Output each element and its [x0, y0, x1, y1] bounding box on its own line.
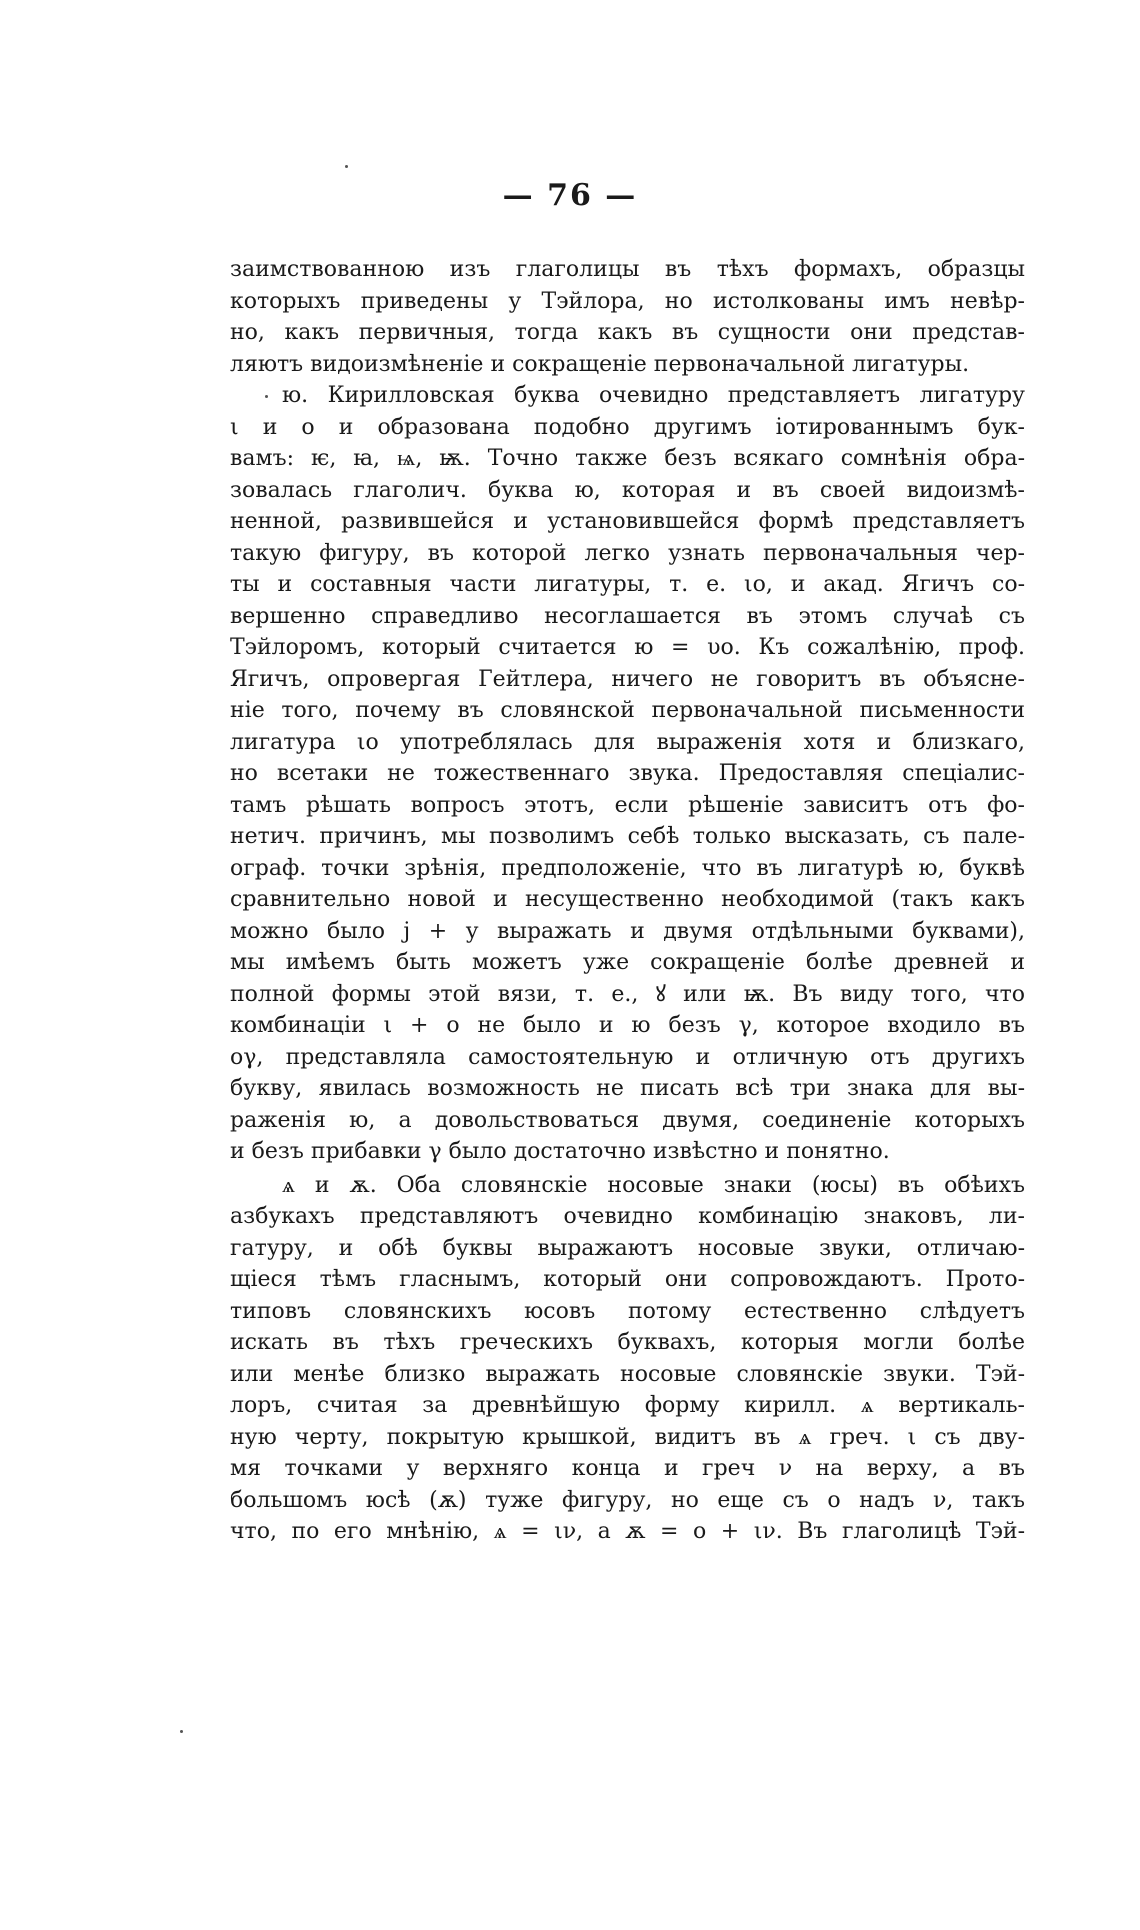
- text-line: тамъ рѣшать вопросъ этотъ, если рѣшеніе зависитъ отъ фо-: [230, 792, 1025, 818]
- paragraph-3: [230, 1170, 1025, 1548]
- text-line: лигатура ιο употреблялась для выраженія хотя и близкаго,: [230, 729, 1025, 755]
- text-line: типовъ словянскихъ юсовъ потому естественно слѣдуетъ: [230, 1298, 1025, 1324]
- text-line: можно было j + у выражать и двумя отдѣльными буквами),: [230, 918, 1025, 944]
- text-line: и безъ прибавки γ было достаточно извѣстно и понятно.: [230, 1139, 890, 1164]
- text-line: комбинаціи ι + ο не было и ю безъ γ, которое входило въ: [230, 1013, 1025, 1038]
- text-line: сравнительно новой и несущественно необходимой (такъ какъ: [230, 887, 1025, 912]
- text-line: букву, явилась возможность не писать всѣ три знака для вы-: [230, 1076, 1025, 1101]
- body-text: [230, 254, 1025, 1548]
- text-line: но, какъ первичныя, тогда какъ въ сущности они представ-: [230, 320, 1025, 345]
- text-line: нетич. причинъ, мы позволимъ себѣ только высказать, съ пале-: [230, 824, 1025, 849]
- paper-speck: [180, 1730, 183, 1733]
- text-line: искать въ тѣхъ греческихъ буквахъ, которыя могли болѣе: [230, 1330, 1025, 1355]
- text-line: щіеся тѣмъ гласнымъ, который они сопровождаютъ. Прото-: [230, 1267, 1025, 1292]
- text-line: оγ, представляла самостоятельную и отличную отъ другихъ: [230, 1044, 1025, 1070]
- paper-speck: [265, 395, 268, 398]
- text-line: вершенно справедливо несоглашается въ этомъ случаѣ съ: [230, 603, 1025, 629]
- text-line: лоръ, считая за древнѣйшую форму кирилл. ѧ вертикаль-: [230, 1393, 1025, 1418]
- text-line: ніе того, почему въ словянской первоначальной письменности: [230, 698, 1025, 723]
- text-line: ι и ο и образована подобно другимъ іотированнымъ бук-: [230, 414, 1025, 440]
- text-line: ляютъ видоизмѣненіе и сокращеніе первоначальной лигатуры.: [230, 351, 970, 377]
- text-line: ограф. точки зрѣнія, предположеніе, что въ лигатурѣ ю, буквѣ: [230, 855, 1025, 881]
- text-line: ненной, развившейся и установившейся формѣ представляетъ: [230, 509, 1025, 534]
- text-line: вамъ: ѥ, ꙗ, ѩ, ѭ. Точно также безъ всякаго сомнѣнія обра-: [230, 446, 1025, 471]
- text-line: что, по его мнѣнію, ѧ = ιν, а ѫ = ο + ιν. Въ глаголицѣ Тэй-: [230, 1519, 1025, 1544]
- text-line: мя точками у верхняго конца и греч ν на верху, а въ: [230, 1456, 1025, 1481]
- paragraph-2: [230, 380, 1025, 1168]
- text-line: ю. Кирилловская буква очевидно представляетъ лигатуру: [282, 383, 1025, 408]
- text-line: которыхъ приведены у Тэйлора, но истолкованы имъ невѣр-: [230, 288, 1025, 314]
- text-line: раженія ю, а довольствоваться двумя, соединеніе которыхъ: [230, 1107, 1025, 1133]
- text-line: Ягичъ, опровергая Гейтлера, ничего не говоритъ въ объясне-: [230, 666, 1025, 692]
- text-line: заимствованною изъ глаголицы въ тѣхъ формахъ, образцы: [230, 257, 1025, 282]
- text-line: зовалась глаголич. буква ю, которая и въ своей видоизмѣ-: [230, 477, 1025, 503]
- text-line: мы имѣемъ быть можетъ уже сокращеніе болѣе древней и: [230, 950, 1025, 975]
- text-line: ѧ и ѫ. Оба словянскіе носовые знаки (юсы) въ обѣихъ: [282, 1172, 1025, 1198]
- text-line: большомъ юсѣ (ѫ) туже фигуру, но еще съ ο надъ ν, такъ: [230, 1487, 1025, 1513]
- text-line: такую фигуру, въ которой легко узнать первоначальныя чер-: [230, 540, 1025, 566]
- text-line: полной формы этой вязи, т. е., ꙋ или ѭ. Въ виду того, что: [230, 981, 1025, 1007]
- paper-speck: [345, 165, 348, 168]
- text-line: гатуру, и обѣ буквы выражаютъ носовые звуки, отличаю-: [230, 1235, 1025, 1261]
- text-line: но всетаки не тожественнаго звука. Предоставляя спеціалис-: [230, 761, 1025, 786]
- page-number: — 76 —: [502, 178, 638, 213]
- text-line: Тэйлоромъ, который считается ю = υο. Къ сожалѣнію, проф.: [230, 635, 1025, 660]
- text-line: азбукахъ представляютъ очевидно комбинацію знаковъ, ли-: [230, 1204, 1025, 1229]
- text-line: или менѣе близко выражать носовые словянскіе звуки. Тэй-: [230, 1361, 1025, 1387]
- text-line: ную черту, покрытую крышкой, видитъ въ ѧ греч. ι съ дву-: [230, 1424, 1025, 1450]
- paragraph-1: [230, 254, 1025, 380]
- text-line: ты и составныя части лигатуры, т. е. ιο, и акад. Ягичъ со-: [230, 572, 1025, 597]
